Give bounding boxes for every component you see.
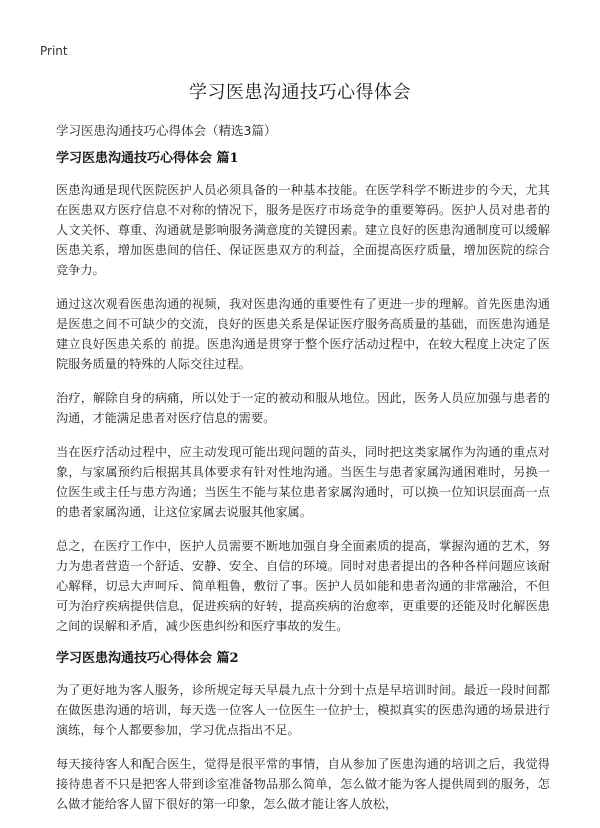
section-2 — [56, 650, 550, 814]
paragraph: 总之，在医疗工作中，医护人员需要不断地加强自身全面素质的提高，掌握沟通的艺术，努力为患者营造一个舒适、安静、安全、自信的环境。同时对患者提出的各种各样问题应该耐心解释，切忌大声呵斥、简单粗鲁，敷衍了事。医护人员如能和患者沟通的非常融洽，不但可为治疗疾病提供信息，促进疾病的好转，提高疾病的治愈率，更重要的还能及时化解医患之间的误解和矛盾，减少医患纠纷和医疗事故的发生。 — [56, 539, 550, 633]
section-heading: 学习医患沟通技巧心得体会 篇1 — [56, 151, 239, 166]
paragraph: 当在医疗活动过程中，应主动发现可能出现问题的苗头，同时把这类家属作为沟通的重点对象，与家属预约后根据其具体要求有针对性地沟通。当医生与患者家属沟通困难时，另换一位医生或主任与患方沟通；当医生不能与某位患者家属沟通时，可以换一位知识层面高一点的患者家属沟通，让这位家属去说服其他家属。 — [56, 445, 550, 519]
section-1 — [56, 150, 550, 636]
document-content — [56, 150, 550, 828]
paragraph: 每天接待客人和配合医生，觉得是很平常的事情，自从参加了医患沟通的培训之后，我觉得接待患者不只是把客人带到诊室准备物品那么简单，怎么做才能为客人提供周到的服务，怎么做才能给客人留下很好的第一印象，怎么做才能让客人放松， — [56, 757, 550, 811]
paragraph: 治疗，解除自身的病痛，所以处于一定的被动和服从地位。因此，医务人员应加强与患者的沟通，才能满足患者对医疗信息的需要。 — [56, 391, 550, 425]
print-link[interactable]: Print — [40, 44, 68, 58]
section-heading: 学习医患沟通技巧心得体会 篇2 — [56, 651, 239, 666]
paragraph: 为了更好地为客人服务，诊所规定每天早晨九点十分到十点是早培训时间。最近一段时间都在做医患沟通的培训，每天选一位客人一位医生一位护士，模拟真实的医患沟通的场景进行演练，每个人都要参加，学习优点指出不足。 — [56, 683, 550, 737]
paragraph: 医患沟通是现代医院医护人员必须具备的一种基本技能。在医学科学不断进步的今天，尤其在医患双方医疗信息不对称的情况下，服务是医疗市场竞争的重要筹码。医护人员对患者的人文关怀、尊重、沟通就是影响服务满意度的关键因素。建立良好的医患沟通制度可以缓解医患关系，增加医患间的信任、保证医患双方的利益，全面提高医疗质量，增加医院的综合竞争力。 — [56, 183, 550, 277]
document-subtitle: 学习医患沟通技巧心得体会（精选3篇） — [56, 123, 277, 138]
document-title: 学习医患沟通技巧心得体会 — [189, 82, 411, 103]
paragraph: 通过这次观看医患沟通的视频，我对医患沟通的重要性有了更进一步的理解。首先医患沟通是医患之间不可缺少的交流，良好的医患关系是保证医疗服务高质量的基础，而医患沟通是建立良好医患关系的 前提。医患沟通是贯穿于整个医疗活动过程中，在较大程度上决定了医院服务质量的特殊的人际交往过程。 — [56, 297, 550, 371]
